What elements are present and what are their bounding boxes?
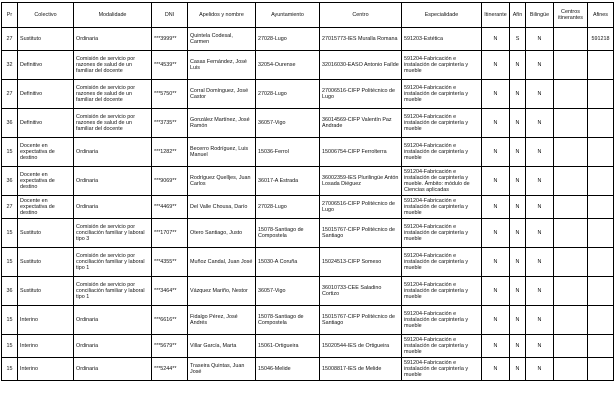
table-row	[2, 51, 614, 80]
cell-colectivo: Interino	[18, 306, 74, 335]
table-row	[2, 277, 614, 306]
header-bilingue: Bilingüe	[526, 3, 554, 28]
cell-afines	[588, 277, 614, 306]
cell-afines	[588, 248, 614, 277]
cell-modalidade: Comisión de servicio por conciliación familiar y laboral tipo 3	[74, 219, 152, 248]
cell-afin: N	[510, 109, 526, 138]
cell-centro: 27006516-CIFP Politécnico de Lugo	[320, 196, 402, 219]
cell-nombre: González Martínez, José Ramón	[188, 109, 256, 138]
cell-especialidade: 591204-Fabricación e instalación de carpintería y mueble	[402, 138, 482, 167]
cell-centro: 15008817-IES de Melide	[320, 358, 402, 381]
cell-nombre: Traseira Quintas, Juan José	[188, 358, 256, 381]
cell-ayuntamiento: 36017-A Estrada	[256, 167, 320, 196]
cell-nombre: Corral Domínguez, José Castor	[188, 80, 256, 109]
cell-centros-itinerantes	[554, 51, 588, 80]
table-row	[2, 335, 614, 358]
cell-bilingue: N	[526, 358, 554, 381]
cell-ayuntamiento: 27028-Lugo	[256, 196, 320, 219]
cell-centro: 15020544-IES de Ortigueira	[320, 335, 402, 358]
cell-colectivo: Docente en expectativa de destino	[18, 167, 74, 196]
cell-dni: ***6616**	[152, 306, 188, 335]
cell-pr: 15	[2, 358, 18, 381]
cell-nombre: Becerro Rodríguez, Luis Manuel	[188, 138, 256, 167]
cell-ayuntamiento: 15030-A Coruña	[256, 248, 320, 277]
cell-itinerante: N	[482, 167, 510, 196]
cell-bilingue: N	[526, 219, 554, 248]
cell-dni: ***5679**	[152, 335, 188, 358]
cell-afines	[588, 51, 614, 80]
cell-ayuntamiento: 36057-Vigo	[256, 277, 320, 306]
header-nombre: Apelidos y nombre	[188, 3, 256, 28]
cell-ayuntamiento: 15036-Ferrol	[256, 138, 320, 167]
cell-bilingue: N	[526, 167, 554, 196]
cell-itinerante: N	[482, 248, 510, 277]
cell-afin: N	[510, 167, 526, 196]
cell-centro: 36002359-IES Plurilingüe Antón Losada Diéguez	[320, 167, 402, 196]
table-row	[2, 138, 614, 167]
cell-centro: 36010733-CEE Saladino Cortizo	[320, 277, 402, 306]
cell-modalidade: Comisión de servicio por conciliación familiar y laboral tipo 1	[74, 248, 152, 277]
cell-pr: 15	[2, 219, 18, 248]
cell-centro: 15024513-CIFP Someso	[320, 248, 402, 277]
cell-nombre: Vázquez Mariño, Nestor	[188, 277, 256, 306]
header-modalidade: Modalidade	[74, 3, 152, 28]
cell-especialidade: 591204-Fabricación e instalación de carpintería y mueble	[402, 248, 482, 277]
cell-especialidade: 591204-Fabricación e instalación de carpintería y mueble	[402, 306, 482, 335]
cell-nombre: Quintela Codesal, Carmen	[188, 28, 256, 51]
cell-pr: 15	[2, 138, 18, 167]
cell-afin: N	[510, 196, 526, 219]
cell-centros-itinerantes	[554, 248, 588, 277]
cell-especialidade: 591204-Fabricación e instalación de carpintería y mueble	[402, 196, 482, 219]
cell-itinerante: N	[482, 277, 510, 306]
cell-bilingue: N	[526, 248, 554, 277]
cell-pr: 15	[2, 248, 18, 277]
cell-afines	[588, 335, 614, 358]
cell-pr: 27	[2, 28, 18, 51]
cell-pr: 36	[2, 167, 18, 196]
table-row	[2, 306, 614, 335]
cell-ayuntamiento: 15061-Ortigueira	[256, 335, 320, 358]
cell-afines	[588, 109, 614, 138]
cell-bilingue: N	[526, 109, 554, 138]
cell-centro: 15015767-CIFP Politécnico de Santiago	[320, 306, 402, 335]
cell-especialidade: 591203-Estética	[402, 28, 482, 51]
cell-dni: ***5244**	[152, 358, 188, 381]
cell-nombre: Villar García, Marta	[188, 335, 256, 358]
cell-afines: 591218	[588, 28, 614, 51]
cell-modalidade: Comisión de servicio por razones de salud de un familiar del docente	[74, 51, 152, 80]
cell-colectivo: Definitivo	[18, 109, 74, 138]
cell-modalidade: Comisión de servicio por conciliación familiar y laboral tipo 1	[74, 277, 152, 306]
cell-afines	[588, 219, 614, 248]
cell-centro: 32016030-EASO Antonio Faílde	[320, 51, 402, 80]
cell-bilingue: N	[526, 277, 554, 306]
cell-centro: 27015773-IES Muralla Romana	[320, 28, 402, 51]
cell-dni: ***5750**	[152, 80, 188, 109]
cell-especialidade: 591204-Fabricación e instalación de carpintería y mueble	[402, 219, 482, 248]
cell-bilingue: N	[526, 138, 554, 167]
cell-colectivo: Sustituto	[18, 28, 74, 51]
header-colectivo: Colectivo	[18, 3, 74, 28]
cell-modalidade: Ordinaria	[74, 138, 152, 167]
cell-colectivo: Sustituto	[18, 277, 74, 306]
cell-centros-itinerantes	[554, 109, 588, 138]
cell-itinerante: N	[482, 335, 510, 358]
cell-modalidade: Ordinaria	[74, 306, 152, 335]
table-row	[2, 196, 614, 219]
cell-centro: 15006754-CIFP Ferrolterra	[320, 138, 402, 167]
cell-dni: ***4355**	[152, 248, 188, 277]
cell-afin: N	[510, 277, 526, 306]
cell-dni: ***9069**	[152, 167, 188, 196]
cell-afin: N	[510, 335, 526, 358]
table-row	[2, 28, 614, 51]
cell-centros-itinerantes	[554, 138, 588, 167]
cell-pr: 27	[2, 196, 18, 219]
header-itinerante: Itinerante	[482, 3, 510, 28]
cell-afin: N	[510, 219, 526, 248]
cell-centro: 27006516-CIFP Politécnico de Lugo	[320, 80, 402, 109]
header-ayuntamiento: Ayuntamiento	[256, 3, 320, 28]
cell-itinerante: N	[482, 138, 510, 167]
table-row	[2, 80, 614, 109]
cell-dni: ***1282**	[152, 138, 188, 167]
cell-afines	[588, 358, 614, 381]
cell-ayuntamiento: 36057-Vigo	[256, 109, 320, 138]
cell-colectivo: Sustituto	[18, 248, 74, 277]
assignments-table	[1, 2, 614, 381]
cell-afines	[588, 138, 614, 167]
cell-itinerante: N	[482, 358, 510, 381]
cell-ayuntamiento: 27028-Lugo	[256, 80, 320, 109]
cell-bilingue: N	[526, 51, 554, 80]
cell-centros-itinerantes	[554, 358, 588, 381]
table-body	[2, 28, 614, 381]
cell-itinerante: N	[482, 80, 510, 109]
cell-pr: 36	[2, 277, 18, 306]
cell-ayuntamiento: 15078-Santiago de Compostela	[256, 306, 320, 335]
cell-modalidade: Ordinaria	[74, 28, 152, 51]
header-especialidade: Especialidade	[402, 3, 482, 28]
cell-ayuntamiento: 32054-Ourense	[256, 51, 320, 80]
cell-centros-itinerantes	[554, 28, 588, 51]
header-centro: Centro	[320, 3, 402, 28]
cell-bilingue: N	[526, 335, 554, 358]
table-row	[2, 219, 614, 248]
cell-colectivo: Definitivo	[18, 51, 74, 80]
cell-dni: ***3464**	[152, 277, 188, 306]
cell-itinerante: N	[482, 196, 510, 219]
cell-dni: ***3735**	[152, 109, 188, 138]
cell-especialidade: 591204-Fabricación e instalación de carpintería y mueble	[402, 277, 482, 306]
cell-modalidade: Ordinaria	[74, 358, 152, 381]
cell-modalidade: Ordinaria	[74, 167, 152, 196]
cell-colectivo: Interino	[18, 335, 74, 358]
header-row	[2, 3, 614, 28]
cell-nombre: Rodríguez Quelljes, Juan Carlos	[188, 167, 256, 196]
cell-itinerante: N	[482, 306, 510, 335]
cell-pr: 32	[2, 51, 18, 80]
cell-centro: 36014569-CIFP Valentín Paz Andrade	[320, 109, 402, 138]
cell-pr: 36	[2, 109, 18, 138]
cell-modalidade: Ordinaria	[74, 196, 152, 219]
table-row	[2, 358, 614, 381]
cell-especialidade: 591204-Fabricación e instalación de carpintería y mueble	[402, 335, 482, 358]
cell-nombre: Otero Santiago, Justo	[188, 219, 256, 248]
table-row	[2, 248, 614, 277]
cell-ayuntamiento: 27028-Lugo	[256, 28, 320, 51]
cell-afines	[588, 196, 614, 219]
cell-bilingue: N	[526, 306, 554, 335]
cell-centros-itinerantes	[554, 335, 588, 358]
cell-afines	[588, 80, 614, 109]
cell-especialidade: 591204-Fabricación e instalación de carpintería y mueble	[402, 51, 482, 80]
cell-ayuntamiento: 15046-Melide	[256, 358, 320, 381]
cell-nombre: Casas Fernández, José Luis	[188, 51, 256, 80]
cell-ayuntamiento: 15078-Santiago de Compostela	[256, 219, 320, 248]
cell-bilingue: N	[526, 28, 554, 51]
cell-modalidade: Ordinaria	[74, 335, 152, 358]
cell-itinerante: N	[482, 109, 510, 138]
cell-nombre: Fidalgo Pérez, José Andrés	[188, 306, 256, 335]
cell-especialidade: 591204-Fabricación e instalación de carpintería y mueble	[402, 358, 482, 381]
cell-centros-itinerantes	[554, 219, 588, 248]
cell-colectivo: Docente en expectativa de destino	[18, 196, 74, 219]
cell-bilingue: N	[526, 80, 554, 109]
cell-colectivo: Definitivo	[18, 80, 74, 109]
cell-afin: N	[510, 51, 526, 80]
cell-dni: ***3999**	[152, 28, 188, 51]
cell-especialidade: 591204-Fabricación e instalación de carpintería y mueble	[402, 109, 482, 138]
cell-colectivo: Docente en expectativa de destino	[18, 138, 74, 167]
header-dni: DNI	[152, 3, 188, 28]
cell-afin: N	[510, 138, 526, 167]
cell-especialidade: 591204-Fabricación e instalación de carpintería y mueble. Ámbito: módulo de Ciencias aplicadas	[402, 167, 482, 196]
cell-centro: 15015767-CIFP Politécnico de Santiago	[320, 219, 402, 248]
cell-centros-itinerantes	[554, 196, 588, 219]
cell-itinerante: N	[482, 219, 510, 248]
cell-dni: ***1707**	[152, 219, 188, 248]
cell-nombre: Del Valle Chousa, Darío	[188, 196, 256, 219]
cell-afin: N	[510, 358, 526, 381]
header-centros-itinerantes: Centros itinerantes	[554, 3, 588, 28]
table-row	[2, 167, 614, 196]
cell-nombre: Muñoz Candal, Juan José	[188, 248, 256, 277]
header-afin: Afín	[510, 3, 526, 28]
cell-afines	[588, 306, 614, 335]
table-row	[2, 109, 614, 138]
cell-especialidade: 591204-Fabricación e instalación de carpintería y mueble	[402, 80, 482, 109]
cell-itinerante: N	[482, 28, 510, 51]
cell-centros-itinerantes	[554, 306, 588, 335]
cell-centros-itinerantes	[554, 80, 588, 109]
cell-pr: 27	[2, 80, 18, 109]
cell-afin: S	[510, 28, 526, 51]
cell-pr: 15	[2, 306, 18, 335]
cell-colectivo: Sustituto	[18, 219, 74, 248]
cell-colectivo: Interino	[18, 358, 74, 381]
cell-dni: ***4469**	[152, 196, 188, 219]
cell-pr: 15	[2, 335, 18, 358]
cell-itinerante: N	[482, 51, 510, 80]
cell-afin: N	[510, 80, 526, 109]
cell-dni: ***4539**	[152, 51, 188, 80]
table-header	[2, 3, 614, 28]
header-pr: Pr	[2, 3, 18, 28]
cell-modalidade: Comisión de servicio por razones de salud de un familiar del docente	[74, 109, 152, 138]
cell-centros-itinerantes	[554, 167, 588, 196]
cell-afin: N	[510, 306, 526, 335]
cell-bilingue: N	[526, 196, 554, 219]
header-afines: Afines	[588, 3, 614, 28]
cell-afin: N	[510, 248, 526, 277]
cell-modalidade: Comisión de servicio por razones de salud de un familiar del docente	[74, 80, 152, 109]
cell-centros-itinerantes	[554, 277, 588, 306]
cell-afines	[588, 167, 614, 196]
